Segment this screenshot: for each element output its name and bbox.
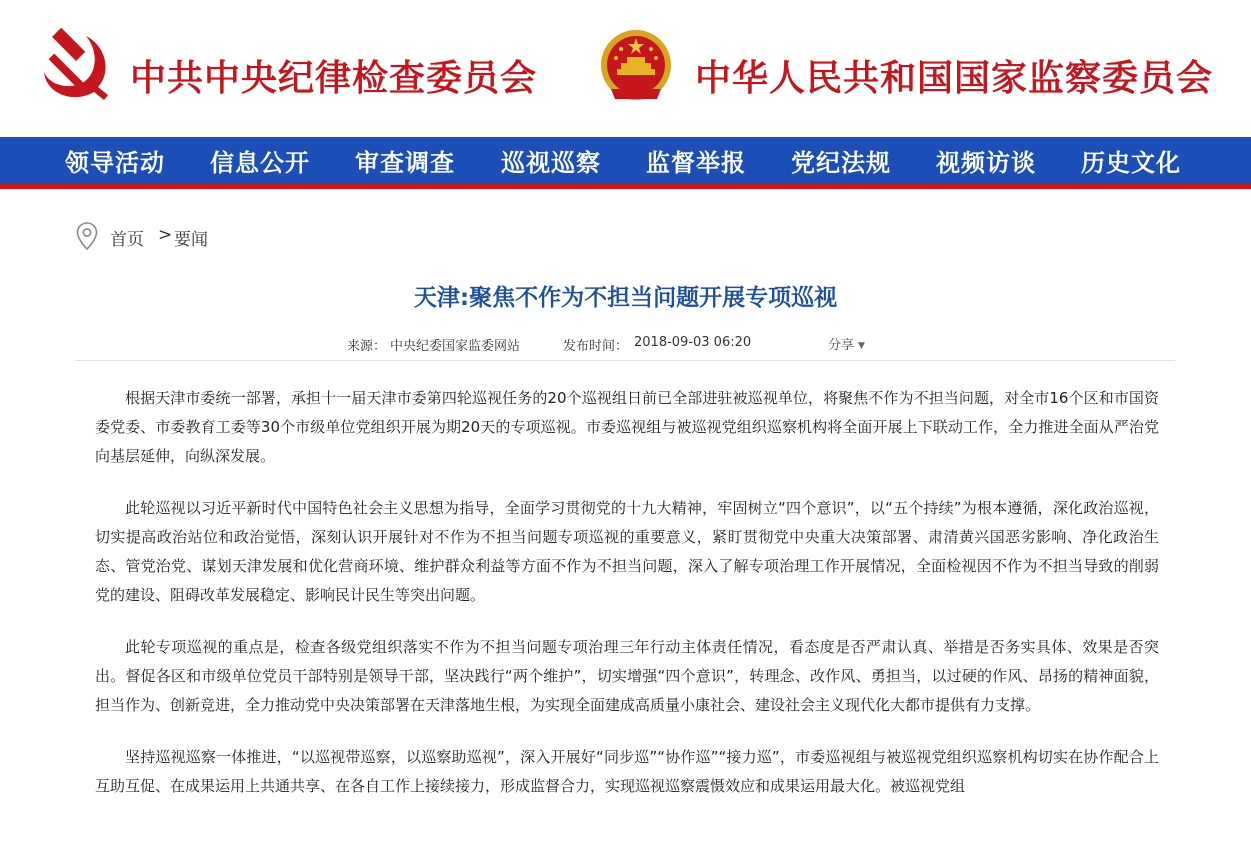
nav-item-info-disclosure[interactable]: 信息公开 <box>210 148 310 177</box>
article-title: 天津:聚焦不作为不担当问题开展专项巡视 <box>413 285 838 311</box>
meta-divider <box>75 360 1175 361</box>
nav-item-leadership[interactable]: 领导活动 <box>65 148 165 177</box>
state-title: 中华人民共和国国家监察委员会 <box>695 57 1214 99</box>
nav-item-party-regulations[interactable]: 党纪法规 <box>791 148 891 177</box>
article-paragraph: 此轮巡视以习近平新时代中国特色社会主义思想为指导，全面学习贯彻党的十九大精神，牢固树立“四个意识”，以“五个持续”为根本遵循，深化政治巡视，切实提高政治站位和政治觉悟，深刻认识开展针对不作为不担当问题专项巡视的重要意义，紧盯贯彻党中央重大决策部署、肃清黄兴国恶劣影响、净化政治生态、管党治党、谋划天津发展和优化营商环境、维护群众利益等方面不作为不担当问题，深入了解专项治理工作开展情况，全面检视因不作为不担当导致的削弱党的建设、阻碍改革发展稳定、影响民计民生等突出问题。 <box>95 499 1159 604</box>
location-pin-icon <box>75 221 99 251</box>
party-title: 中共中央纪律检查委员会 <box>130 57 538 99</box>
source-value: 中央纪委国家监委网站 <box>390 339 521 354</box>
breadcrumb-current-link[interactable]: 要闻 <box>174 230 208 250</box>
article-paragraph: 坚持巡视巡察一体推进，“以巡视带巡察，以巡察助巡视”，深入开展好“同步巡”“协作巡”“接力巡”，市委巡视组与被巡视党组织巡察机构切实在协作配合上互助互促、在成果运用上共通共享、在各自工作上接续接力，形成监督合力，实现巡视巡察震慑效应和成果运用最大化。被巡视党组 <box>95 748 1159 795</box>
site-header <box>0 0 1251 137</box>
share-label: 分享 <box>828 338 855 353</box>
breadcrumb-separator: > <box>158 225 173 245</box>
hammer-sickle-icon <box>38 28 114 104</box>
nav-item-inspection[interactable]: 巡视巡察 <box>501 148 601 177</box>
main-nav <box>0 137 1251 189</box>
article-paragraph: 根据天津市委统一部署，承担十一届天津市委第四轮巡视任务的20个巡视组日前已全部进驻被巡视单位，将聚焦不作为不担当问题，对全市16个区和市国资委党委、市委教育工委等30个市级单位党组织开展为期20天的专项巡视。市委巡视组与被巡视党组织巡察机构将全面开展上下联动工作，全力推进全面从严治党向基层延伸，向纵深发展。 <box>95 389 1159 465</box>
caret-down-icon: ▼ <box>858 341 865 351</box>
nav-item-investigation[interactable]: 审查调查 <box>355 148 455 177</box>
national-emblem-icon <box>597 29 675 105</box>
breadcrumb-home-link[interactable]: 首页 <box>110 230 144 250</box>
nav-item-history-culture[interactable]: 历史文化 <box>1081 148 1181 177</box>
nav-item-supervision-report[interactable]: 监督举报 <box>646 148 746 177</box>
publish-time-label: 发布时间： <box>563 339 629 354</box>
article-body <box>95 384 1159 824</box>
share-button[interactable] <box>828 334 865 353</box>
source-label: 来源： <box>347 339 387 354</box>
nav-item-video-interview[interactable]: 视频访谈 <box>936 148 1036 177</box>
publish-time-value: 2018-09-03 06:20 <box>634 335 752 350</box>
article-paragraph: 此轮专项巡视的重点是，检查各级党组织落实不作为不担当问题专项治理三年行动主体责任情况，看态度是否严肃认真、举措是否务实具体、效果是否突出。督促各区和市级单位党员干部特别是领导干部，坚决践行“两个维护”，切实增强“四个意识”，转理念、改作风、勇担当，以过硬的作风、昂扬的精神面貌，担当作为、创新竞进，全力推动党中央决策部署在天津落地生根，为实现全面建成高质量小康社会、建设社会主义现代化大都市提供有力支撑。 <box>95 638 1159 714</box>
